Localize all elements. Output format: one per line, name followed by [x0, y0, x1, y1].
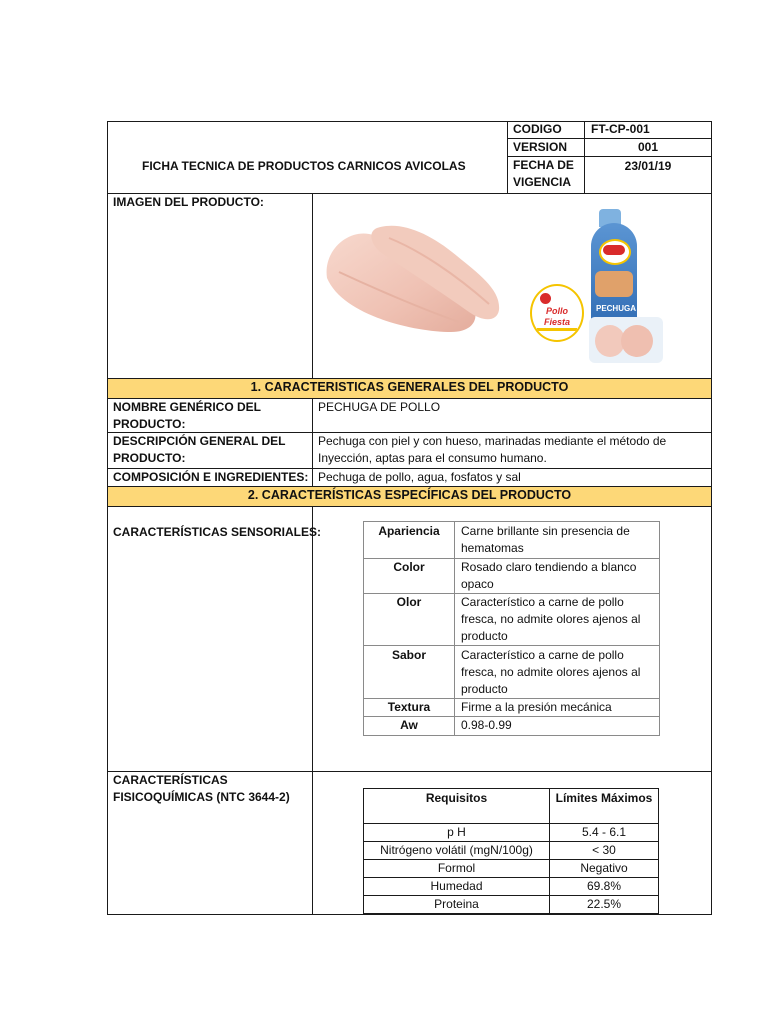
- version-value: 001: [637, 140, 659, 154]
- version-label: VERSION: [513, 140, 568, 154]
- package-label: PECHUGA: [595, 304, 636, 313]
- sensorial-value: Firme a la presión mecánica: [461, 700, 612, 714]
- document-title: FICHA TECNICA DE PRODUCTOS CARNICOS AVICOLAS: [142, 159, 466, 173]
- fisico-key: Formol: [437, 861, 476, 875]
- fisico-key: Proteina: [434, 897, 479, 911]
- section1-title: 1. CARACTERISTICAS GENERALES DEL PRODUCTO: [250, 380, 569, 394]
- fisico-table: [363, 788, 659, 914]
- product-package-image: [585, 209, 665, 367]
- codigo-label: CODIGO: [513, 122, 562, 136]
- rooster-icon: [540, 293, 551, 304]
- fisico-value: < 30: [592, 843, 616, 857]
- sensorial-table: [363, 521, 660, 736]
- technical-sheet: [107, 121, 712, 915]
- fecha-value: 23/01/19: [624, 159, 672, 173]
- composicion-label: COMPOSICIÓN E INGREDIENTES:: [113, 470, 309, 484]
- descripcion-label: DESCRIPCIÓN GENERAL DEL PRODUCTO:: [113, 434, 286, 465]
- fisico-key: p H: [447, 825, 466, 839]
- sensorial-key: Aw: [400, 718, 418, 732]
- chicken-breast-image: [319, 216, 505, 341]
- codigo-value: FT-CP-001: [591, 122, 650, 136]
- fisico-value: 69.8%: [586, 879, 622, 893]
- sensorial-value: Característico a carne de pollo fresca, no admite olores ajenos al producto: [461, 595, 641, 643]
- fisico-label: CARACTERÍSTICAS FISICOQUÍMICAS (NTC 3644-2): [113, 773, 290, 804]
- fisico-key: Humedad: [430, 879, 483, 893]
- sensorial-value: Carne brillante sin presencia de hematomas: [461, 524, 630, 555]
- sensorial-key: Sabor: [391, 648, 426, 662]
- fisico-value: 5.4 - 6.1: [581, 825, 627, 839]
- composicion-value: Pechuga de pollo, agua, fosfatos y sal: [318, 470, 521, 484]
- sensorial-label: CARACTERÍSTICAS SENSORIALES:: [113, 525, 322, 539]
- image-label: IMAGEN DEL PRODUCTO:: [113, 195, 264, 209]
- fisico-key: Nitrógeno volátil (mgN/100g): [380, 843, 533, 857]
- sensorial-key: Olor: [396, 595, 422, 609]
- fecha-label: FECHA DE VIGENCIA: [513, 158, 574, 189]
- nombre-generico-value: PECHUGA DE POLLO: [318, 400, 441, 414]
- sensorial-key: Textura: [387, 700, 431, 714]
- descripcion-value: Pechuga con piel y con hueso, marinadas mediante el método de Inyección, aptas para el consumo humano.: [318, 434, 667, 465]
- nombre-generico-label: NOMBRE GENÉRICO DEL PRODUCTO:: [113, 400, 261, 431]
- section2-title: 2. CARACTERÍSTICAS ESPECÍFICAS DEL PRODUCTO: [247, 488, 572, 502]
- sensorial-value: Característico a carne de pollo fresca, no admite olores ajenos al producto: [461, 648, 641, 696]
- brand-logo: [530, 284, 584, 342]
- fisico-header-requisitos: Requisitos: [425, 791, 488, 805]
- fisico-value: Negativo: [580, 861, 628, 875]
- sensorial-key: Apariencia: [378, 524, 440, 538]
- brand-logo-text: Pollo Fiesta: [543, 306, 570, 327]
- sensorial-value: 0.98-0.99: [461, 718, 512, 732]
- sensorial-key: Color: [393, 560, 425, 574]
- fisico-header-limites: Límites Máximos: [555, 791, 653, 805]
- sensorial-value: Rosado claro tendiendo a blanco opaco: [461, 560, 637, 591]
- fisico-value: 22.5%: [586, 897, 622, 911]
